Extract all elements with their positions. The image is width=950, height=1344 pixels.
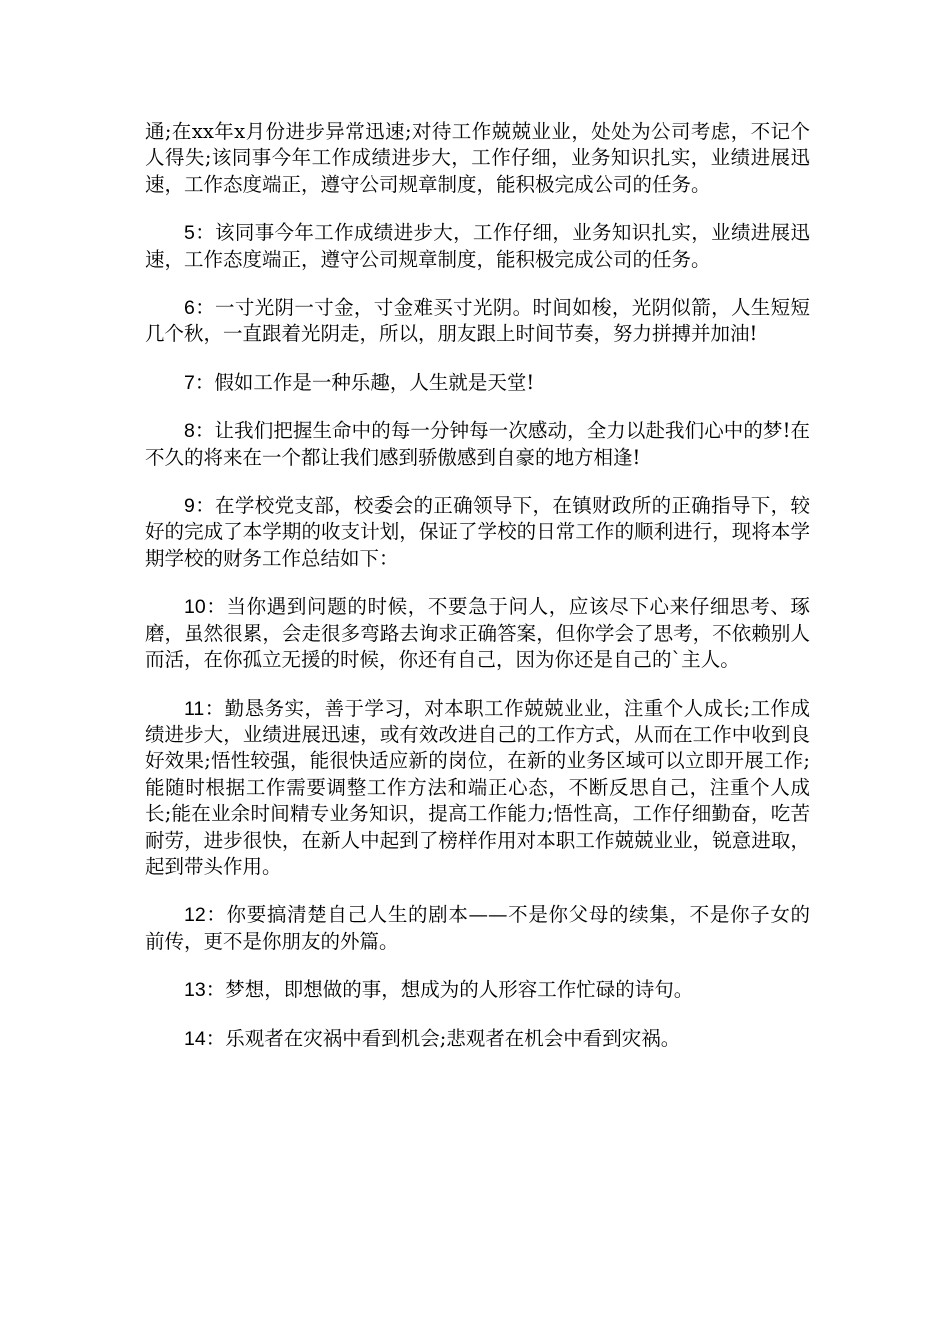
paragraph-number: 6： — [184, 297, 216, 320]
paragraph-number: 8： — [184, 420, 215, 443]
paragraph-6 — [145, 295, 810, 348]
paragraph-text: 通;在xx年x月份进步异常迅速;对待工作兢兢业业，处处为公司考虑，不记个人得失;该同事今年工作成绩进步大，工作仔细，业务知识扎实，业绩进展迅速，工作态度端正，遵守公司规章制度，能积极完成公司的任务。 — [145, 120, 810, 196]
paragraph-10 — [145, 594, 810, 673]
paragraph-text: 当你遇到问题的时候，不要急于问人，应该尽下心来仔细思考、琢磨，虽然很累，会走很多弯路去询求正确答案，但你学会了思考，不依赖别人而活，在你孤立无援的时候，你还有自己，因为你还是自己的`主人。 — [145, 595, 810, 672]
paragraph-number: 7： — [184, 371, 215, 394]
paragraph-14 — [145, 1026, 810, 1052]
paragraph-13 — [145, 977, 810, 1003]
paragraph-text: 梦想，即想做的事，想成为的人形容工作忙碌的诗句。 — [225, 978, 694, 1002]
paragraph-number: 12： — [184, 904, 227, 927]
paragraph-7 — [145, 370, 810, 396]
paragraph-number: 10： — [184, 596, 227, 619]
paragraph-12 — [145, 902, 810, 955]
paragraph-text: 假如工作是一种乐趣，人生就是天堂! — [214, 370, 535, 394]
paragraph-8 — [145, 418, 810, 471]
paragraph-text: 一寸光阴一寸金，寸金难买寸光阴。时间如梭，光阴似箭，人生短短几个秋，一直跟着光阴走，所以，朋友跟上时间节奏，努力拼搏并加油! — [145, 296, 810, 346]
paragraph-text: 乐观者在灾祸中看到机会;悲观者在机会中看到灾祸。 — [225, 1026, 681, 1050]
paragraph-text: 勤恳务实，善于学习，对本职工作兢兢业业，注重个人成长;工作成绩进步大，业绩进展迅速，或有效改进自己的工作方式，从而在工作中收到良好效果;悟性较强，能很快适应新的岗位，在新的业务区域可以立即开展工作;能随时根据工作需要调整工作方法和端正心态，不断反思自己，注重个人成长;能在业余时间精专业务知识，提高工作能力;悟性高，工作仔细勤奋，吃苦耐劳，进步很快，在新人中起到了榜样作用对本职工作兢兢业业，锐意进取，起到带头作用。 — [145, 696, 810, 878]
paragraph-11 — [145, 696, 810, 881]
document-page — [145, 119, 810, 1074]
paragraph-text: 在学校党支部，校委会的正确领导下，在镇财政所的正确指导下，较好的完成了本学期的收支计划，保证了学校的日常工作的顺利进行，现将本学期学校的财务工作总结如下： — [145, 494, 810, 570]
paragraph-number: 13： — [184, 979, 226, 1002]
paragraph-text: 你要搞清楚自己人生的剧本——不是你父母的续集，不是你子女的前传，更不是你朋友的外篇。 — [145, 903, 810, 953]
paragraph-text: 该同事今年工作成绩进步大，工作仔细，业务知识扎实，业绩进展迅速，工作态度端正，遵守公司规章制度，能积极完成公司的任务。 — [145, 221, 810, 271]
paragraph-9 — [145, 493, 810, 572]
paragraph-number: 11： — [184, 697, 225, 720]
paragraph-continuation — [145, 119, 810, 198]
paragraph-number: 14： — [184, 1027, 226, 1050]
paragraph-number: 9： — [184, 495, 216, 518]
paragraph-number: 5： — [184, 222, 216, 245]
paragraph-5 — [145, 220, 810, 273]
paragraph-text: 让我们把握生命中的每一分钟每一次感动，全力以赴我们心中的梦!在不久的将来在一个都让我们感到骄傲感到自豪的地方相逢! — [145, 419, 810, 469]
